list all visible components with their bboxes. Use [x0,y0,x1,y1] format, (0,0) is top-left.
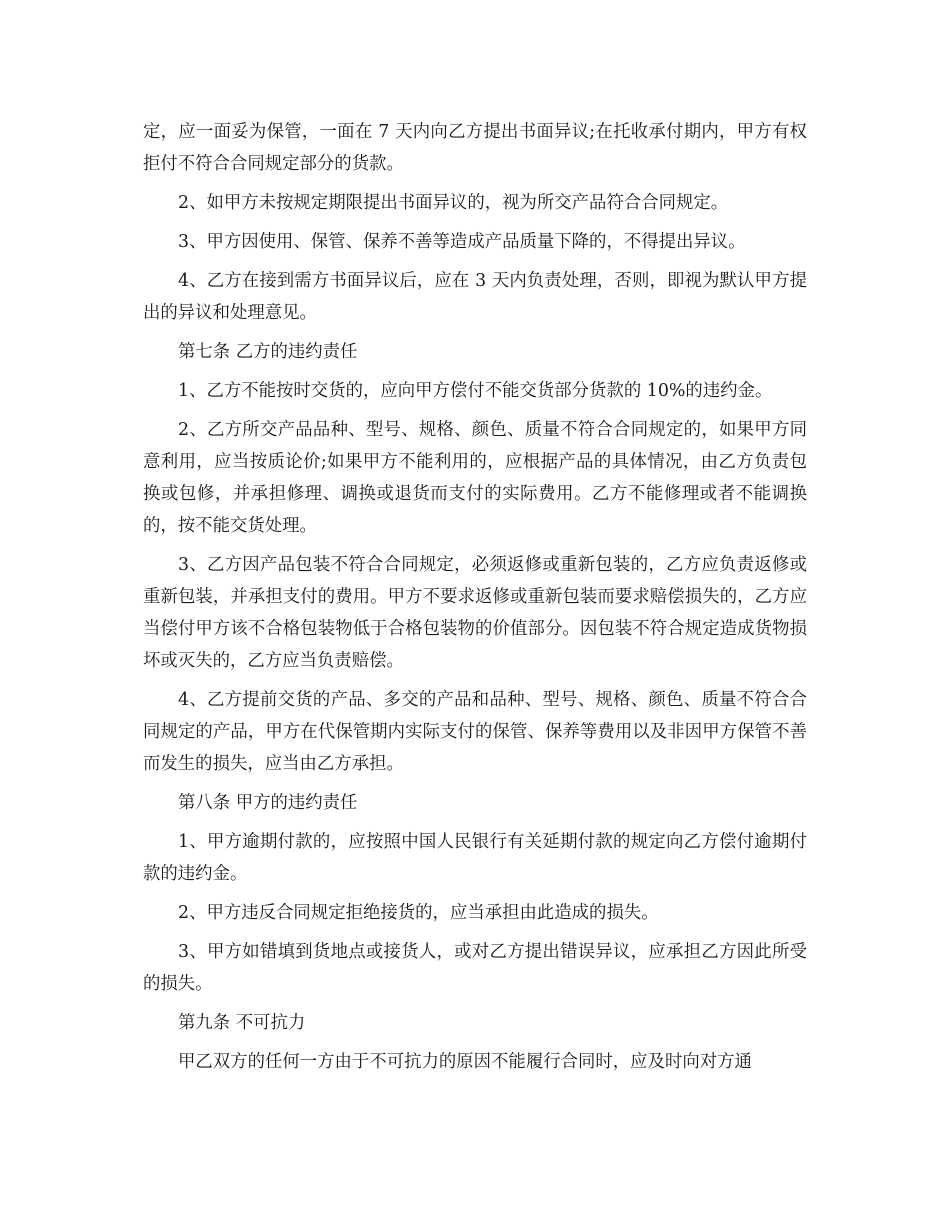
clause-item-9-text: 甲乙双方的任何一方由于不可抗力的原因不能履行合同时，应及时向对方通 [178,1052,752,1072]
clause-item-6-2: 2、如甲方未按规定期限提出书面异议的，视为所交产品符合合同规定。 [178,193,729,213]
article-9-heading: 第九条 不可抗力 [178,1013,306,1033]
clause-item-6-3: 3、甲方因使用、保管、保养不善等造成产品质量下降的，不得提出异议。 [178,232,746,252]
clause-item-6-4: 4、乙方在接到需方书面异议后，应在 3 天内负责处理，否则，即视为默认甲方提出的异议和处理意见。 [143,271,807,323]
document-body [143,116,807,1085]
article-8-heading: 第八条 甲方的违约责任 [178,793,358,813]
clause-item-7-1: 1、乙方不能按时交货的，应向甲方偿付不能交货部分货款的 10%的违约金。 [178,381,773,401]
paragraph-continuation: 定，应一面妥为保管，一面在 7 天内向乙方提出书面异议;在托收承付期内，甲方有权拒付不符合合同规定部分的货款。 [143,122,807,174]
clause-item-7-2: 2、乙方所交产品品种、型号、规格、颜色、质量不符合合同规定的，如果甲方同意利用，应当按质论价;如果甲方不能利用的，应根据产品的具体情况，由乙方负责包换或包修，并承担修理、调换或退货而支付的实际费用。乙方不能修理或者不能调换的，按不能交货处理。 [143,420,807,536]
article-7-heading: 第七条 乙方的违约责任 [178,342,358,362]
clause-item-8-2: 2、甲方违反合同规定拒绝接货的，应当承担由此造成的损失。 [178,903,659,923]
clause-item-8-1: 1、甲方逾期付款的，应按照中国人民银行有关延期付款的规定向乙方偿付逾期付款的违约金。 [143,832,807,884]
clause-item-7-3: 3、乙方因产品包装不符合合同规定，必须返修或重新包装的，乙方应负责返修或重新包装，并承担支付的费用。甲方不要求返修或重新包装而要求赔偿损失的，乙方应当偿付甲方该不合格包装物低于合格包装物的价值部分。因包装不符合规定造成货物损坏或灭失的，乙方应当负责赔偿。 [143,555,807,671]
clause-item-7-4: 4、乙方提前交货的产品、多交的产品和品种、型号、规格、颜色、质量不符合合同规定的产品，甲方在代保管期内实际支付的保管、保养等费用以及非因甲方保管不善而发生的损失，应当由乙方承担。 [143,690,807,774]
clause-item-8-3: 3、甲方如错填到货地点或接货人，或对乙方提出错误异议，应承担乙方因此所受的损失。 [143,942,807,994]
